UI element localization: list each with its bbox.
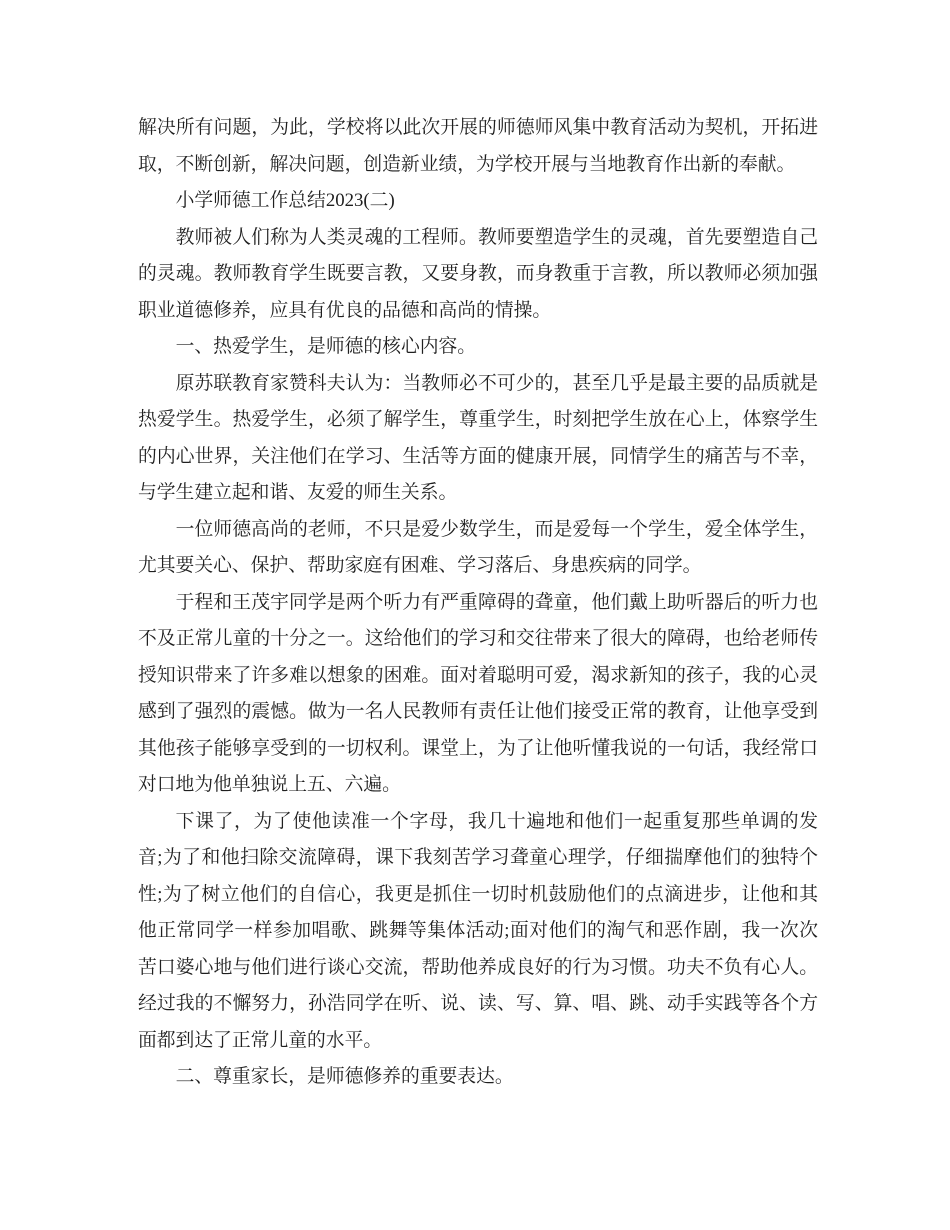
paragraph-noble-teacher: 一位师德高尚的老师，不只是爱少数学生，而是爱每一个学生，爱全体学生，尤其要关心、保护、帮助家庭有困难、学习落后、身患疾病的同学。	[138, 518, 818, 576]
paragraph-zankov-quote: 原苏联教育家赞科夫认为：当教师必不可少的，甚至几乎是最主要的品质就是热爱学生。热爱学生，必须了解学生，尊重学生，时刻把学生放在心上，体察学生的内心世界，关注他们在学习、生活等方面的健康开展，同情学生的痛苦与不幸，与学生建立起和谐、友爱的师生关系。	[138, 372, 818, 503]
paragraph-school-pledge-continuation: 解决所有问题，为此，学校将以此次开展的师德师风集中教育活动为契机，开拓进取，不断创新，解决问题，创造新业绩，为学校开展与当地教育作出新的奉献。	[138, 117, 818, 175]
heading-love-students: 一、热爱学生，是师德的核心内容。	[175, 336, 477, 357]
section-title-summary-2023-2: 小学师德工作总结2023(二)	[175, 190, 395, 211]
paragraph-deaf-students: 于程和王茂宇同学是两个听力有严重障碍的聋童，他们戴上助听器后的听力也不及正常儿童的十分之一。这给他们的学习和交往带来了很大的障碍，也给老师传授知识带来了许多难以想象的困难。面对着聪明可爱，渴求新知的孩子，我的心灵感到了强烈的震憾。做为一名人民教师有责任让他们接受正常的教育，让他享受到其他孩子能够享受到的一切权利。课堂上，为了让他听懂我说的一句话，我经常口对口地为他单独说上五、六遍。	[138, 591, 818, 795]
heading-respect-parents: 二、尊重家长，是师德修养的重要表达。	[175, 1066, 514, 1087]
paragraph-teacher-soul-engineer: 教师被人们称为人类灵魂的工程师。教师要塑造学生的灵魂，首先要塑造自己的灵魂。教师教育学生既要言教，又要身教，而身教重于言教，所以教师必须加强职业道德修养，应具有优良的品德和高尚的情操。	[138, 226, 818, 321]
paragraph-after-class-efforts: 下课了，为了使他读准一个字母，我几十遍地和他们一起重复那些单调的发音;为了和他扫除交流障碍，课下我刻苦学习聋童心理学，仔细揣摩他们的独特个性;为了树立他们的自信心，我更是抓住一切时机鼓励他们的点滴进步，让他和其他正常同学一样参加唱歌、跳舞等集体活动;面对他们的淘气和恶作剧，我一次次苦口婆心地与他们进行谈心交流，帮助他养成良好的行为习惯。功夫不负有心人。经过我的不懈努力，孙浩同学在听、说、读、写、算、唱、跳、动手实践等各个方面都到达了正常儿童的水平。	[138, 810, 818, 1051]
